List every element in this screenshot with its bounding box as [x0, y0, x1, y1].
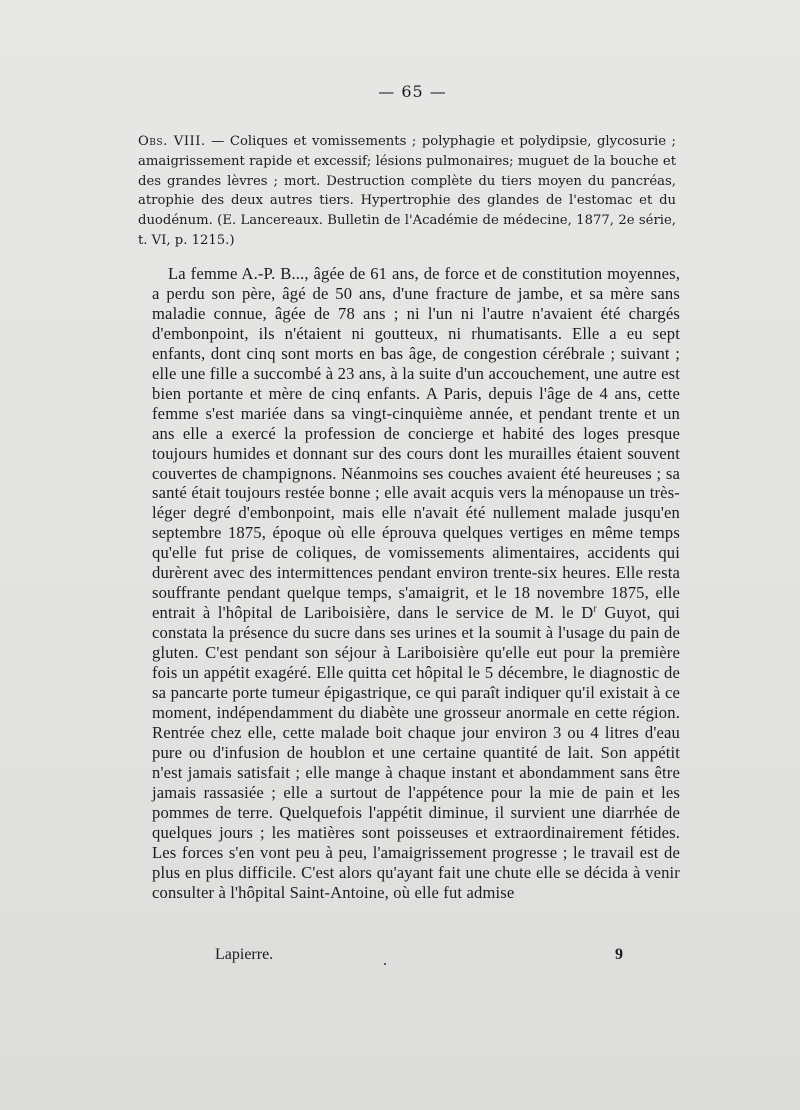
- signature-mark: 9: [615, 946, 623, 963]
- case-paragraph: [152, 264, 680, 903]
- observation-summary: — Coliques et vomissements ; polyphagie et polydipsie, glycosurie ; amaigrissement rapide et excessif; lésions pulmonaires; muguet de la bouche et des grandes lèvres ; mort. Destruction complète du tiers moyen du pancréas, atrophie des deux autres tiers. Hypertrophie des glandes de l'estomac et du duodénum. (E. Lancereaux. Bulletin de l'Académie de médecine, 1877, 2e série, t. VI, p. 1215.): [138, 134, 676, 248]
- page-number: — 65 —: [378, 82, 447, 101]
- doctor-superscript: r: [593, 603, 597, 615]
- case-text-part-2: Guyot, qui constata la présence du sucre dans ses urines et la soumit à l'usage du pain de gluten. C'est pendant son séjour à Lariboisière qu'elle eut pour la première fois un appétit exagéré. Elle quitta cet hôpital le 5 décembre, le diagnostic de sa pancarte porte tumeur épigastrique, ce qui paraît indiquer qu'il existait à ce moment, indépendamment du diabète une grosseur anormale en cette région. Rentrée chez elle, cette malade boit chaque jour environ 3 ou 4 litres d'eau pure ou d'infusion de houblon et une certaine quantité de lait. Son appétit n'est jamais satisfait ; elle mange à chaque instant et abondamment sans être jamais rassasiée ; elle a surtout de l'appétence pour la mie de pain et les pommes de terre. Quelquefois l'appétit diminue, il survient une diarrhée de quelques jours ; les matières sont poisseuses et extraordinairement fétides. Les forces s'en vont peu à peu, l'amaigrissement progresse ; le travail est de plus en plus difficile. C'est alors qu'ayant fait une chute elle se décida à venir consulter à l'hôpital Saint-Antoine, où elle fut admise: [152, 603, 680, 902]
- footer-dot: .: [383, 952, 387, 969]
- page-footer: [215, 946, 623, 968]
- observation-header: [138, 132, 676, 251]
- footer-author: Lapierre.: [215, 946, 274, 963]
- case-report-body: [152, 264, 680, 903]
- case-text-part-1: La femme A.-P. B..., âgée de 61 ans, de force et de constitution moyennes, a perdu son père, âgé de 50 ans, d'une fracture de jambe, et sa mère sans maladie connue, âgée de 78 ans ; ni l'un ni l'autre n'avaient été chargés d'embonpoint, ils n'étaient ni goutteux, ni rhumatisants. Elle a eu sept enfants, dont cinq sont morts en bas âge, de congestion cérébrale ; suivant ; elle une fille a succombé à 23 ans, à la suite d'un accouchement, une autre est bien portante et mère de cinq enfants. A Paris, depuis l'âge de 4 ans, cette femme s'est mariée dans sa vingt-cinquième année, et pendant trente et un ans elle a exercé la profession de concierge et habité des loges presque toujours humides et donnant sur des cours dont les murailles étaient souvent couvertes de champignons. Néanmoins ses couches avaient été heureuses ; sa santé était toujours restée bonne ; elle avait acquis vers la ménopause un très-léger degré d'embonpoint, mais elle n'avait été nullement malade jusqu'en septembre 1875, époque où elle éprouva quelques vertiges en même temps qu'elle fut prise de coliques, de vomissements alimentaires, accidents qui durèrent avec des intermittences pendant environ trente-six heures. Elle resta souffrante pendant quelque temps, s'amaigrit, et le 18 novembre 1875, elle entrait à l'hôpital de Lariboisière, dans le service de M. le D: [152, 264, 680, 623]
- observation-label: Obs. VIII.: [138, 134, 206, 149]
